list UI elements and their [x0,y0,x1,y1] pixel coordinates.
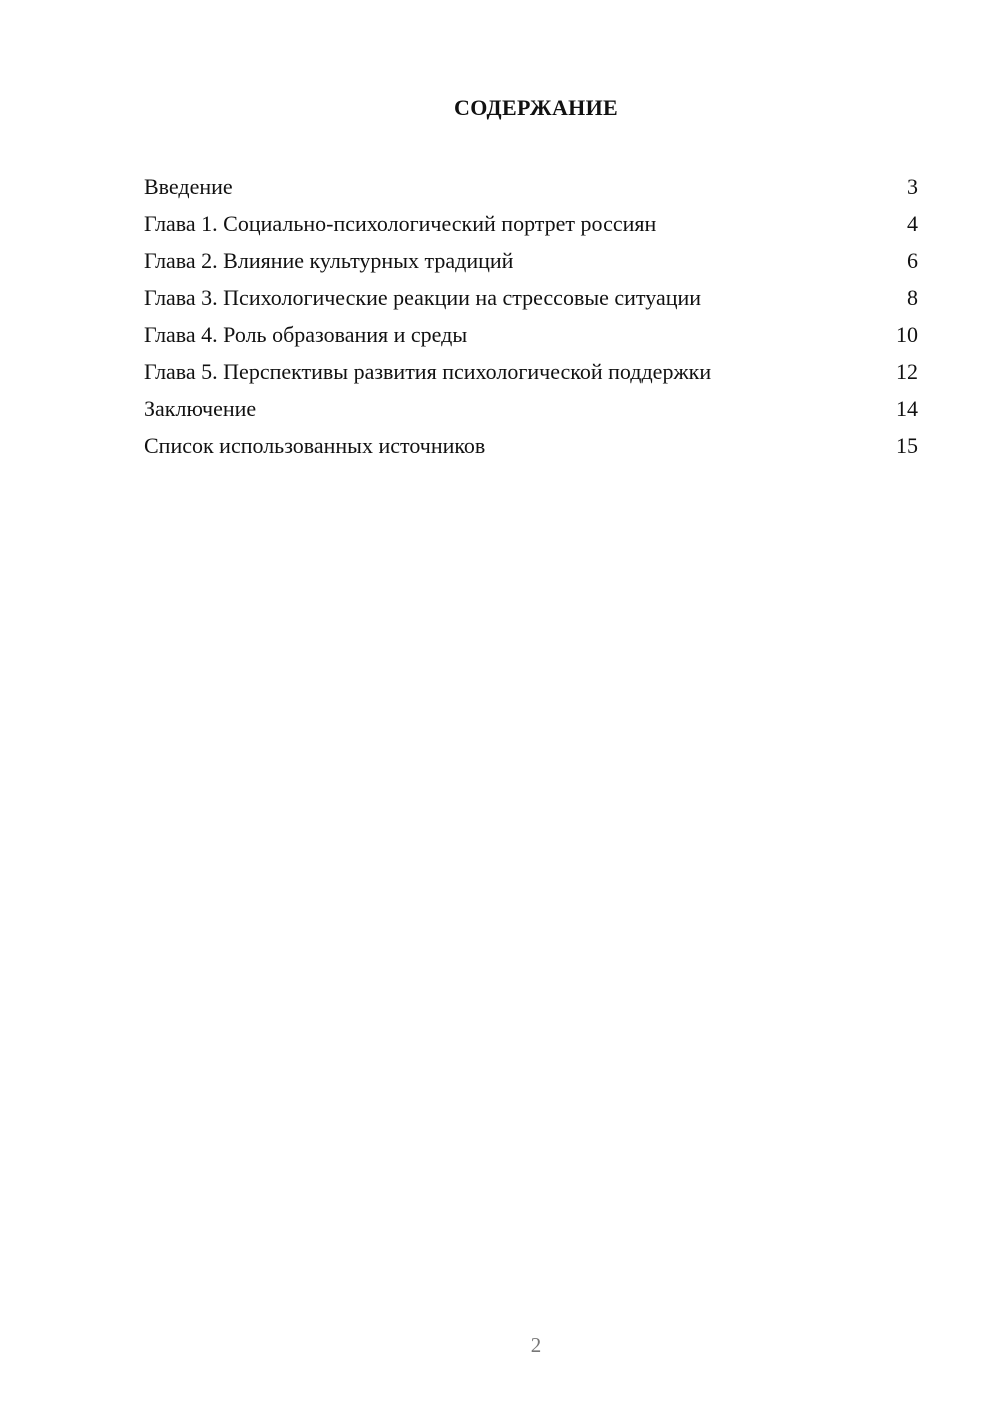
page-number: 2 [530,1333,542,1357]
toc-entry-references [144,427,918,464]
toc-entry-chapter-3 [144,279,918,316]
toc-entry-page: 15 [896,433,918,458]
page-title: СОДЕРЖАНИЕ [454,95,618,120]
toc-entry-introduction [144,168,918,205]
toc-entry-label: Глава 2. Влияние культурных традиций [144,248,514,273]
toc-entry-chapter-1 [144,205,918,242]
toc-entry-label: Введение [144,174,233,199]
toc-entry-page: 12 [896,359,918,384]
toc-entry-page: 4 [907,211,918,236]
toc-entry-label: Глава 5. Перспективы развития психологической поддержки [144,359,712,384]
toc-entry-page: 8 [907,285,918,310]
toc-entry-label: Заключение [144,396,257,421]
toc-entry-label: Список использованных источников [144,433,486,458]
toc-entry-chapter-5 [144,353,918,390]
toc-entry-page: 3 [907,174,918,199]
toc-entry-label: Глава 3. Психологические реакции на стрессовые ситуации [144,285,702,310]
toc-entry-conclusion [144,390,918,427]
table-of-contents [144,168,918,464]
toc-entry-label: Глава 4. Роль образования и среды [144,322,468,347]
toc-entry-label: Глава 1. Социально-психологический портрет россиян [144,211,657,236]
toc-entry-page: 6 [907,248,918,273]
toc-entry-chapter-2 [144,242,918,279]
toc-entry-chapter-4 [144,316,918,353]
toc-entry-page: 14 [896,396,918,421]
toc-entry-page: 10 [896,322,918,347]
